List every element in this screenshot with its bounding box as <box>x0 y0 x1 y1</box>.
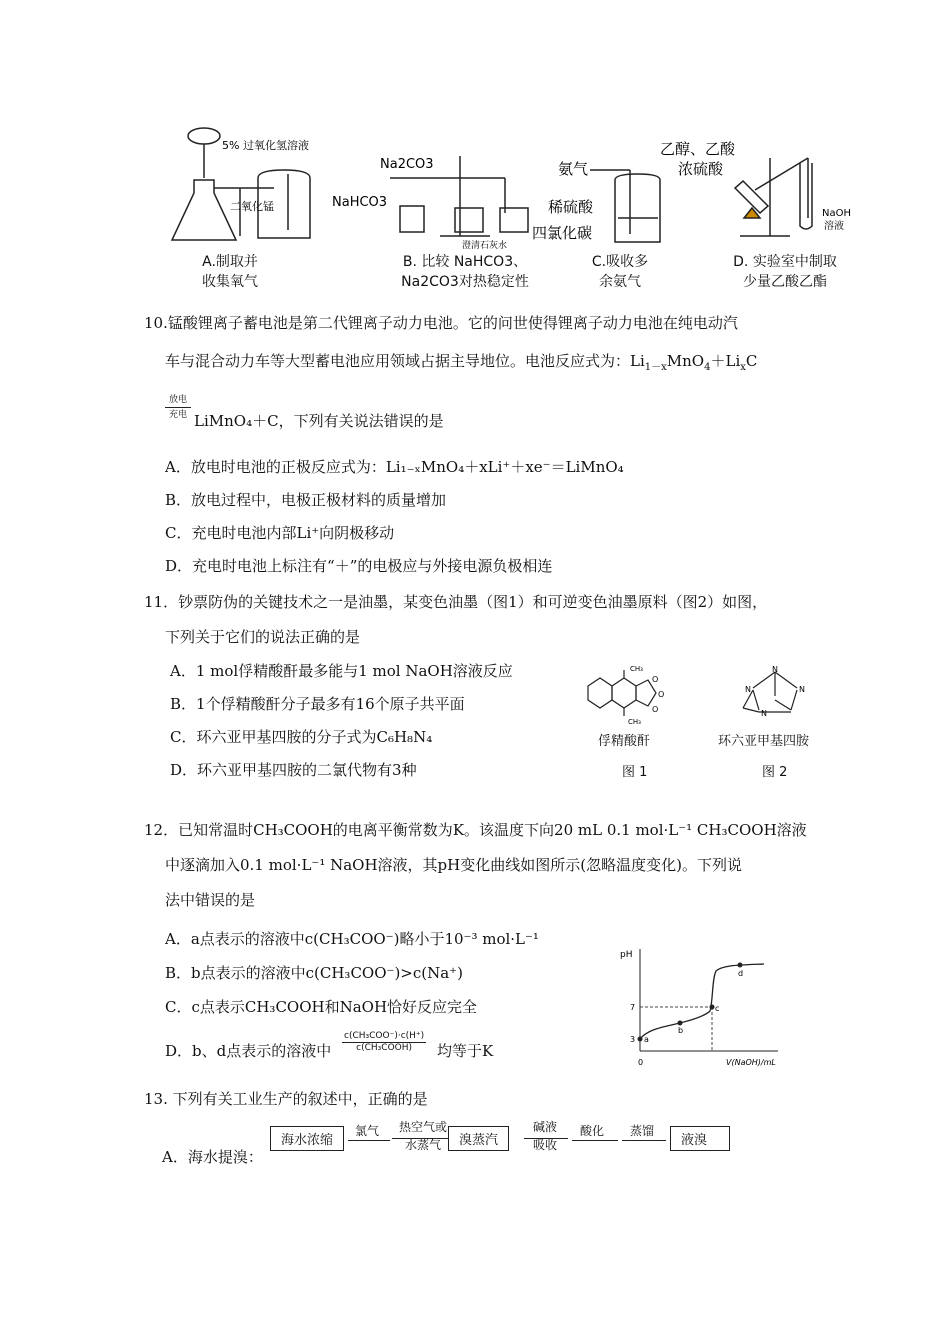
point-a-label: a <box>644 1035 649 1044</box>
point-c-label: c <box>715 1004 720 1013</box>
oxygen-bottom: O <box>652 705 659 714</box>
origin-label: 0 <box>638 1058 644 1067</box>
flow-arrow-alkali-label: 碱液 吸收 <box>532 1120 557 1152</box>
q11-option-a: A．1 mol俘精酸酐最多能与1 mol NaOH溶液反应 <box>170 662 513 680</box>
fig1-structure <box>580 658 690 728</box>
q11-option-d: D．环六亚甲基四胺的二氯代物有3种 <box>170 761 417 779</box>
q10-stem-line2: 车与混合动力车等大型蓄电池应用领域占据主导地位。电池反应式为：$Li_{1-x}MnO_4+Li_xC$ <box>165 352 758 373</box>
reagent-label-a: 5% 过氧化氢溶液 <box>222 139 309 152</box>
y-tick-3: 3 <box>630 1035 636 1044</box>
q12-stem-line1: 12．已知常温时CH₃COOH的电离平衡常数为K。该温度下向20 mL 0.1 mol·L⁻¹ CH₃COOH溶液 <box>144 821 807 839</box>
caption-d: D. 实验室中制取 少量乙酸乙酯 <box>733 254 837 290</box>
q13-stem: 13. 下列有关工业生产的叙述中，正确的是 <box>144 1090 428 1108</box>
reagent1-label-d: 乙醇、乙酸 <box>660 140 736 158</box>
solid-label-a: 二氧化锰 <box>230 200 274 213</box>
fig1-name: 俘精酸酐 <box>598 734 651 749</box>
base-label-d2: 溶液 <box>824 221 844 232</box>
point-c <box>710 1005 715 1010</box>
q12-option-c: C．c点表示CH₃COOH和NaOH恰好反应完全 <box>165 998 478 1016</box>
n-top: N <box>772 665 778 674</box>
q10-option-c: C．充电时电池内部Li⁺向阴极移动 <box>165 524 395 542</box>
q11-stem-line2: 下列关于它们的说法正确的是 <box>165 628 361 646</box>
point-d-label: d <box>738 969 744 978</box>
q12-option-d: D．b、d点表示的溶液中 c(CH₃COO⁻)·c(H⁺) c(CH₃COOH) 均等于K <box>165 1030 494 1060</box>
oxygen-ring: O <box>658 690 665 699</box>
flow-arrow-distill-label: 蒸馏 <box>630 1124 655 1138</box>
n-left: N <box>745 685 751 694</box>
y-axis-label: pH <box>620 950 633 960</box>
flow-arrow-5 <box>622 1140 666 1141</box>
fig1-label: 图 1 <box>622 765 648 780</box>
fig2-structure <box>735 660 825 726</box>
ph-curve <box>640 964 764 1039</box>
caption-b: B. 比较 NaHCO3、 Na2CO3对热稳定性 <box>401 254 529 290</box>
point-a <box>638 1037 643 1042</box>
q10-option-a: A．放电时电池的正极反应式为：Li₁₋ₓMnO₄＋xLi⁺＋xe⁻＝LiMnO₄ <box>165 458 624 476</box>
reagent2-label-d: 浓硫酸 <box>678 160 724 178</box>
q12-option-b: B．b点表示的溶液中c(CH₃COO⁻)>c(Na⁺) <box>165 964 463 982</box>
x-axis-label: V(NaOH)/mL <box>726 1058 776 1067</box>
fraction: c(CH₃COO⁻)·c(H⁺) c(CH₃COOH) <box>344 1030 425 1053</box>
q11-option-b: B．1个俘精酸酐分子最多有16个原子共平面 <box>170 695 465 713</box>
ch3-bottom: CH₃ <box>628 718 641 726</box>
q10-option-d: D．充电时电池上标注有“＋”的电极应与外接电源负极相连 <box>165 557 553 575</box>
q12-stem-line2: 中逐滴加入0.1 mol·L⁻¹ NaOH溶液，其pH变化曲线如图所示(忽略温度变化)。下列说 <box>165 856 742 874</box>
reaction-arrow: 放电 充电 <box>165 394 191 421</box>
flow-arrow-chlorine-label: 氯气 <box>355 1124 380 1138</box>
q10-option-b: B．放电过程中，电极正极材料的质量增加 <box>165 491 447 509</box>
q11-option-c: C．环六亚甲基四胺的分子式为C₆H₈N₄ <box>170 728 433 746</box>
liquid-label-b: 澄清石灰水 <box>462 241 508 251</box>
flow-arrow-4 <box>572 1140 618 1141</box>
caption-c: C.吸收多 余氨气 <box>591 254 649 290</box>
flow-box-bromine-vapor: 溴蒸汽 <box>448 1126 509 1151</box>
q12-option-a: A．a点表示的溶液中c(CH₃COO⁻)略小于10⁻³ mol·L⁻¹ <box>165 930 539 948</box>
flow-arrow-acid-label: 酸化 <box>580 1124 605 1138</box>
flow-box-liquid-bromine: 液溴 <box>670 1126 730 1151</box>
oxygen-top: O <box>652 675 659 684</box>
n-bottom: N <box>761 709 767 718</box>
hexamine-structure-drawing <box>735 660 825 726</box>
flow-arrow-1 <box>348 1140 390 1141</box>
point-b-label: b <box>678 1026 684 1035</box>
q13-option-a-label: A．海水提溴： <box>162 1148 263 1166</box>
q10-stem-line3: LiMnO₄＋C，下列有关说法错误的是 <box>194 412 444 430</box>
label-b2: NaHCO3 <box>332 195 388 210</box>
base-label-d1: NaOH <box>822 208 851 219</box>
acid-label-c: 稀硫酸 <box>548 198 594 216</box>
ph-chart-svg <box>618 945 788 1070</box>
q10-stem-line1: 10.锰酸锂离子蓄电池是第二代锂离子动力电池。它的问世使得锂离子动力电池在纯电动汽 <box>144 314 738 332</box>
ph-chart <box>618 945 788 1070</box>
fulgide-structure-drawing <box>580 658 690 728</box>
gas-label-c: 氨气 <box>558 160 589 178</box>
q11-stem-line1: 11．钞票防伪的关键技术之一是油墨，某变色油墨（图1）和可逆变色油墨原料（图2）如图， <box>144 593 768 611</box>
fig2-label: 图 2 <box>762 765 788 780</box>
y-tick-7: 7 <box>630 1003 636 1012</box>
solvent-label-c: 四氯化碳 <box>532 224 593 242</box>
flow-arrow-2 <box>392 1138 448 1139</box>
fig2-name: 环六亚甲基四胺 <box>718 734 810 749</box>
q12-stem-line3: 法中错误的是 <box>165 891 256 909</box>
flow-arrow-3 <box>524 1138 568 1139</box>
ch3-top: CH₃ <box>630 665 643 673</box>
caption-a: A.制取并 收集氧气 <box>202 254 258 290</box>
label-b1: Na2CO3 <box>380 157 434 172</box>
point-b <box>678 1021 683 1026</box>
point-d <box>738 963 743 968</box>
n-right: N <box>799 685 805 694</box>
flow-box-seawater: 海水浓缩 <box>270 1126 344 1151</box>
flow-arrow-air-label: 热空气或 水蒸气 <box>398 1120 447 1152</box>
